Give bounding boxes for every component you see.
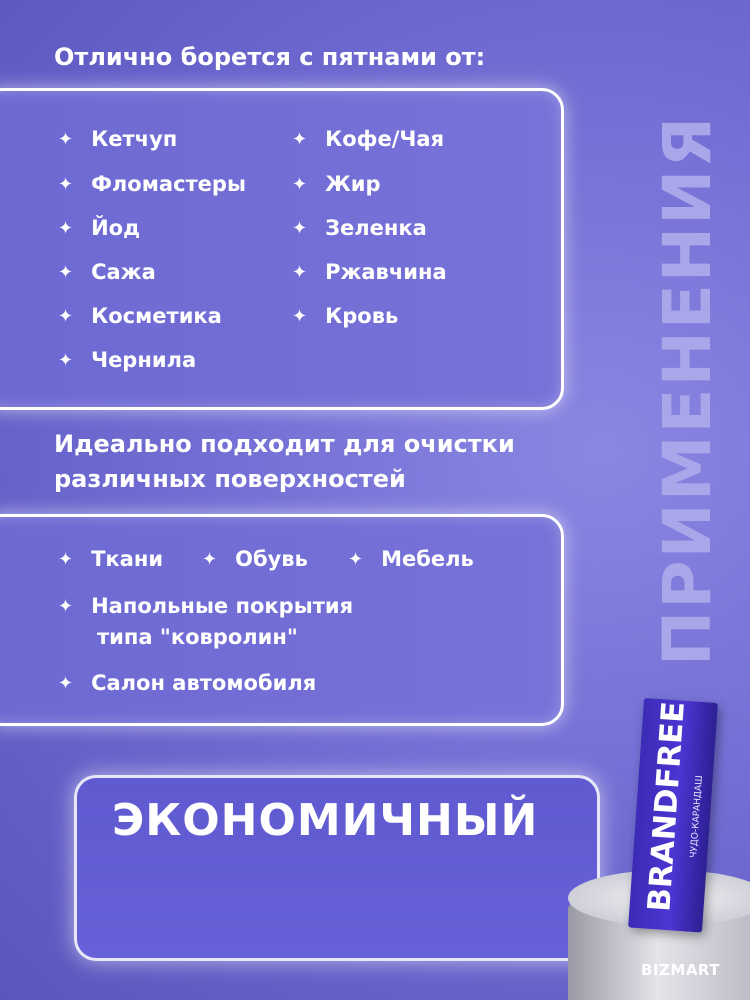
surface-item-continuation: типа "ковролин": [97, 625, 298, 649]
surface-item: ✦ Мебель: [348, 545, 474, 574]
diamond-sparkle-icon: ✦: [58, 596, 74, 617]
diamond-sparkle-icon: ✦: [202, 549, 218, 570]
surfaces-heading-line1: Идеально подходит для очистки: [54, 430, 515, 458]
stain-item: ✦ Йод: [58, 214, 140, 243]
diamond-sparkle-icon: ✦: [58, 129, 74, 150]
diamond-sparkle-icon: ✦: [58, 306, 74, 327]
vertical-label: ПРИМЕНЕНИЯ: [649, 114, 726, 666]
stains-heading: Отлично борется с пятнами от:: [54, 43, 486, 71]
diamond-sparkle-icon: ✦: [58, 262, 74, 283]
stain-item: ✦ Сажа: [58, 258, 156, 287]
diamond-sparkle-icon: ✦: [292, 174, 308, 195]
stain-item: ✦ Кетчуп: [58, 125, 177, 154]
diamond-sparkle-icon: ✦: [292, 306, 308, 327]
stain-item: ✦ Косметика: [58, 302, 222, 331]
stain-item: ✦ Кофе/Чая: [292, 125, 444, 154]
diamond-sparkle-icon: ✦: [58, 549, 74, 570]
diamond-sparkle-icon: ✦: [58, 350, 74, 371]
stain-item: ✦ Фломастеры: [58, 170, 246, 199]
surface-item: ✦ Обувь: [202, 545, 308, 574]
stain-item: ✦ Чернила: [58, 346, 196, 375]
watermark: BIZMART: [641, 961, 721, 979]
economy-label: ЭКОНОМИЧНЫЙ: [112, 795, 539, 846]
diamond-sparkle-icon: ✦: [292, 129, 308, 150]
stain-item: ✦ Ржавчина: [292, 258, 447, 287]
surface-item: ✦ Салон автомобиля: [58, 669, 316, 698]
diamond-sparkle-icon: ✦: [58, 673, 74, 694]
diamond-sparkle-icon: ✦: [292, 218, 308, 239]
surfaces-heading-line2: различных поверхностей: [54, 465, 406, 493]
diamond-sparkle-icon: ✦: [348, 549, 364, 570]
diamond-sparkle-icon: ✦: [58, 174, 74, 195]
product-brand: BRANDFREE: [641, 700, 692, 913]
stain-item: ✦ Зеленка: [292, 214, 427, 243]
diamond-sparkle-icon: ✦: [292, 262, 308, 283]
product-subtitle: ЧУДО-КАРАНДАШ: [689, 775, 705, 859]
surface-item: ✦ Напольные покрытия: [58, 592, 353, 621]
stain-item: ✦ Кровь: [292, 302, 398, 331]
diamond-sparkle-icon: ✦: [58, 218, 74, 239]
surface-item: ✦ Ткани: [58, 545, 163, 574]
stain-item: ✦ Жир: [292, 170, 381, 199]
